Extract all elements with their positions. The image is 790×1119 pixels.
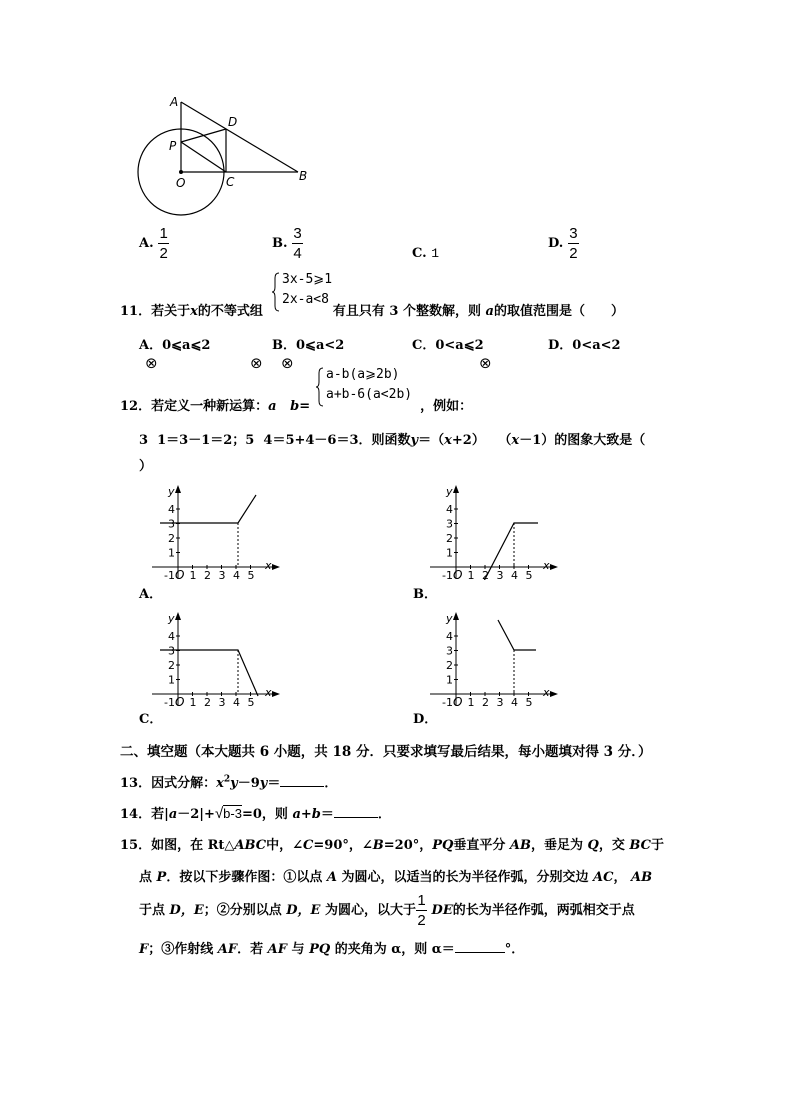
q11-option-a: A．0⩽a⩽2 (139, 338, 211, 353)
y-tick-label: 3 (446, 644, 453, 658)
fraction: $\frac{3}{4}$ (293, 225, 302, 262)
label-d: D (228, 115, 238, 129)
answer-blank[interactable] (455, 940, 505, 953)
x-tick-label: 1 (189, 569, 197, 580)
x-tick-label: 5 (247, 569, 255, 580)
graph-option-a: A． (139, 587, 163, 602)
section-title: 二、填空题（本大题共 6 小题，共 18 分．只要求填写最后结果，每小题填对得 3 分．） (120, 744, 652, 760)
x-tick-label: 1 (189, 696, 197, 707)
neg-one-label: -1 (164, 569, 175, 580)
answer-blank[interactable] (334, 805, 378, 818)
q15-line-1: 15．如图，在 Rt△ABC中，∠C=90°，∠B=20°，PQ垂直平分 AB，垂足为 Q，交 BC于 (120, 838, 664, 853)
y-axis-arrow-icon (175, 485, 181, 493)
q11-stem: 11．若关于x的不等式组 有且只有 3 个整数解，则 a的取值范围是（ ） (120, 304, 624, 319)
x-tick-label: 3 (496, 569, 504, 580)
graph-option-c: C． (139, 712, 163, 727)
neg-one-label: -1 (442, 696, 453, 707)
x-tick-label: 4 (233, 696, 240, 707)
fraction-half: $\frac{1}{2}$ (417, 892, 426, 929)
graph-option-d: D． (413, 712, 438, 727)
label-c: C (226, 175, 235, 189)
y-axis-arrow-icon (175, 612, 181, 620)
origin-label: O (453, 568, 463, 580)
x-axis-arrow-icon (550, 691, 558, 697)
graph-b (430, 485, 560, 580)
y-tick-label: 1 (168, 673, 175, 687)
q12-case-1: a-b(a⩾2b) (326, 367, 400, 382)
otimes-icon: ⊗ (250, 354, 263, 372)
x-tick-label: 3 (218, 569, 226, 580)
x-axis-label: x (265, 559, 272, 572)
x-tick-label: 4 (511, 569, 518, 580)
label-b: B (299, 169, 308, 183)
q10-option-d: D. $\frac{3}{2}$ (548, 225, 578, 262)
y-axis-label: y (168, 485, 175, 498)
x-tick-label: 2 (482, 696, 489, 707)
q12-example: 3 1＝3－1＝2；5 4＝5+4－6＝3．则函数y＝（x+2） （x－1）的图象大致是（ (139, 433, 646, 448)
x-tick-label: 1 (467, 696, 475, 707)
y-tick-label: 1 (446, 673, 453, 687)
y-axis-arrow-icon (453, 612, 459, 620)
y-tick-label: 2 (168, 532, 175, 545)
label-p: P (169, 139, 177, 153)
q11-option-c: C．0<a⩽2 (412, 338, 484, 353)
q15-line-2: 点 P．按以下步骤作图：①以点 A 为圆心，以适当的长为半径作弧，分别交边 AC， AB (139, 870, 653, 885)
x-tick-label: 3 (496, 696, 504, 707)
otimes-icon: ⊗ (145, 354, 158, 372)
function-curve (498, 620, 536, 650)
sqrt: √b-3 (214, 805, 242, 822)
neg-one-label: -1 (442, 569, 453, 580)
y-tick-label: 4 (446, 630, 453, 643)
y-axis-label: y (168, 612, 175, 625)
fraction: $\frac{3}{2}$ (569, 225, 578, 262)
answer-blank[interactable] (280, 774, 324, 787)
y-tick-label: 4 (446, 503, 453, 516)
y-tick-label: 3 (168, 517, 175, 531)
q10-option-c: C. 1 (412, 246, 439, 261)
x-tick-label: 5 (525, 569, 533, 580)
graph-d (430, 612, 560, 707)
x-axis-arrow-icon (550, 564, 558, 570)
neg-one-label: -1 (164, 696, 175, 707)
x-tick-label: 1 (467, 569, 475, 580)
x-tick-label: 2 (204, 696, 211, 707)
y-tick-label: 2 (446, 659, 453, 672)
y-axis-label: y (446, 612, 453, 625)
q13: 13．因式分解：$x^2y-9y=$ ． (120, 774, 338, 791)
origin-label: O (453, 695, 463, 707)
origin-label: O (175, 568, 185, 580)
q10-geometry-figure (130, 90, 320, 225)
q12-stem: 12．若定义一种新运算：a b= ，例如： (120, 399, 473, 414)
x-tick-label: 4 (233, 569, 240, 580)
q10-option-b: B. $\frac{3}{4}$ (272, 225, 302, 262)
y-axis-label: y (446, 485, 453, 498)
x-axis-arrow-icon (272, 691, 280, 697)
x-axis-arrow-icon (272, 564, 280, 570)
graph-a (152, 485, 282, 580)
q14: 14．若|a－2|+√b-3=0，则 a+b＝ ． (120, 805, 391, 822)
q15-line-3: 于点 D，E；②分别以点 D，E 为圆心，以大于 $\frac{1}{2}$ DE的长为半径作弧，两弧相交于点 (139, 892, 635, 929)
q12-close: ） (139, 459, 153, 474)
line-pd (181, 129, 226, 142)
fraction: $\frac{1}{2}$ (159, 225, 168, 262)
y-tick-label: 3 (168, 644, 175, 658)
x-tick-label: 5 (247, 696, 255, 707)
otimes-icon: ⊗ (479, 354, 492, 372)
line-pc (181, 142, 226, 172)
q10-option-a: A. $\frac{1}{2}$ (139, 225, 168, 262)
graph-option-b: B． (413, 587, 437, 602)
q11-ineq-1: 3x-5⩾1 (282, 272, 333, 287)
y-tick-label: 4 (168, 503, 175, 516)
q15-line-4: F；③作射线 AF．若 AF 与 PQ 的夹角为 α，则 α＝ °． (139, 942, 525, 957)
label-a: A (170, 95, 179, 109)
x-axis-label: x (265, 686, 272, 699)
graph-c (152, 612, 282, 707)
x-axis-label: x (543, 559, 550, 572)
x-tick-label: 5 (525, 696, 533, 707)
q11-option-b: B．0⩽a<2 (272, 338, 345, 353)
y-tick-label: 3 (446, 517, 453, 531)
label-o: O (176, 176, 186, 190)
otimes-icon: ⊗ (281, 354, 294, 372)
y-tick-label: 2 (446, 532, 453, 545)
q11-option-d: D．0<a<2 (548, 338, 621, 353)
x-tick-label: 2 (204, 569, 211, 580)
point-o (179, 170, 183, 174)
y-axis-arrow-icon (453, 485, 459, 493)
q12-case-2: a+b-6(a<2b) (326, 387, 413, 402)
y-tick-label: 1 (168, 546, 175, 560)
y-tick-label: 2 (168, 659, 175, 672)
q11-ineq-2: 2x-a<8 (282, 292, 329, 307)
x-tick-label: 2 (482, 569, 489, 580)
x-tick-label: 4 (511, 696, 518, 707)
x-tick-label: 3 (218, 696, 226, 707)
x-axis-label: x (543, 686, 550, 699)
origin-label: O (175, 695, 185, 707)
y-tick-label: 1 (446, 546, 453, 560)
y-tick-label: 4 (168, 630, 175, 643)
